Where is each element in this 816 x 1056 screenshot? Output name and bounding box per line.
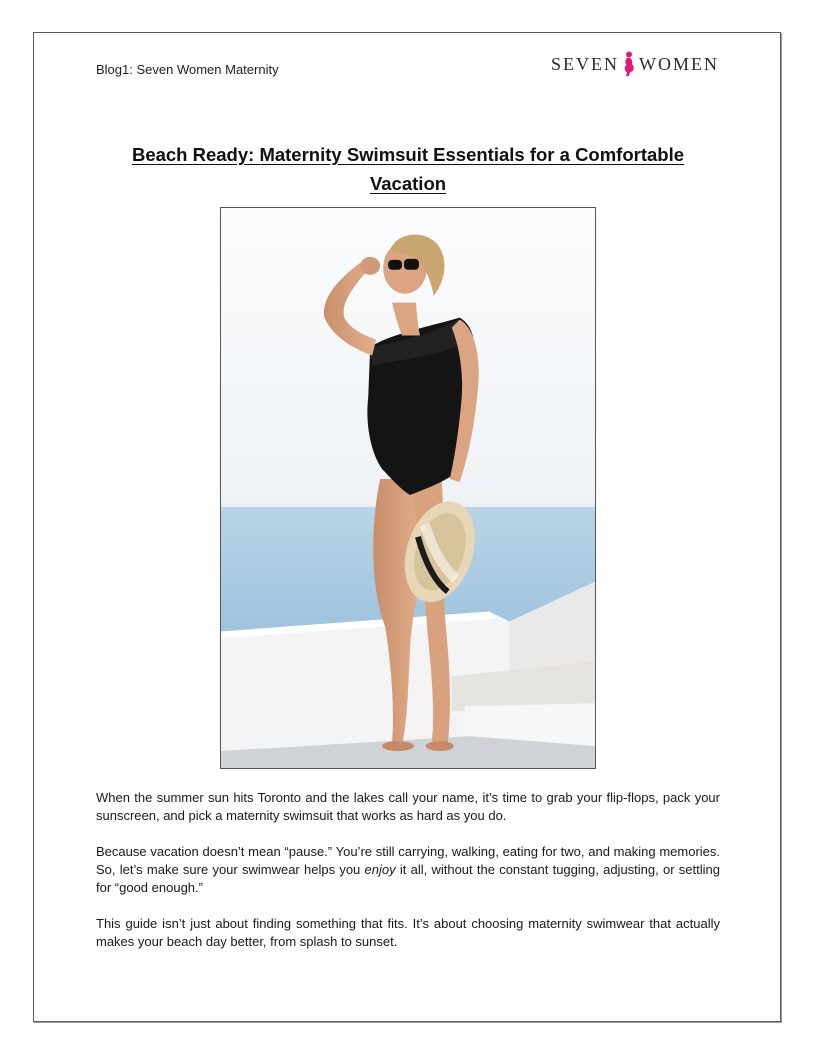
paragraph-3: This guide isn’t just about finding something that fits. It’s about choosing maternity swimwear that actually makes your beach day better, from splash to sunset. <box>96 916 720 949</box>
brand-logo <box>551 50 719 78</box>
emphasis-enjoy: enjoy <box>364 862 396 877</box>
article-body <box>96 789 720 969</box>
article-title: Beach Ready: Maternity Swimsuit Essentials for a Comfortable Vacation <box>131 144 685 194</box>
logo-text-left: SEVEN <box>551 53 619 74</box>
document-label: Blog1: Seven Women Maternity <box>96 62 279 77</box>
pregnant-silhouette-icon <box>621 51 637 77</box>
logo-text-right: WOMEN <box>639 53 719 74</box>
paragraph-1: When the summer sun hits Toronto and the lakes call your name, it’s time to grab your flip-flops, pack your sunscreen, and pick a maternity swimsuit that works as hard as you do. <box>96 790 720 823</box>
paragraph-2: Because vacation doesn’t mean “pause.” You’re still carrying, walking, eating for two, and making memories. So, let’s make sure your swimwear helps you enjoy it all, without the constant tugging, adjusting, or settling for “good enough.” <box>96 844 720 895</box>
maternity-swimsuit-photo <box>220 207 596 769</box>
